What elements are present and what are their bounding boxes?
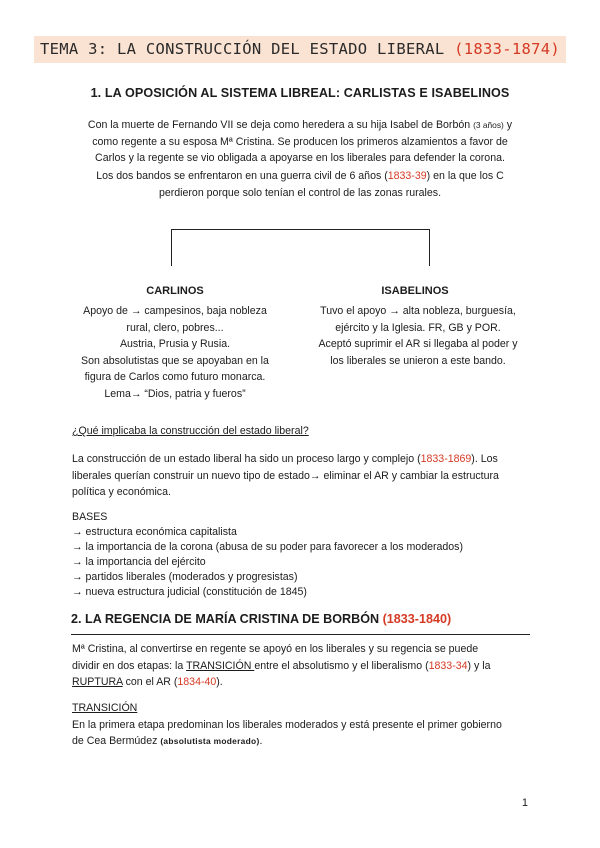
list-item: → estructura económica capitalista <box>72 526 237 538</box>
section-divider <box>71 634 530 635</box>
section2-heading <box>71 612 451 626</box>
text: de Cea Bermúdez <box>72 735 161 747</box>
transicion-heading: TRANSICIÓN <box>72 702 138 714</box>
text: política y económica. <box>72 486 171 498</box>
years: (1833-1840) <box>382 612 452 626</box>
text: liberales querían construir un nuevo tipo de estado→ eliminar el AR y cambiar la estructura <box>72 469 499 482</box>
carlinos-list <box>60 303 290 402</box>
section2-paragraph-1 <box>72 641 528 691</box>
text: En la primera etapa predominan los liberales moderados y está presente el primer gobierno <box>72 718 502 731</box>
years: 1833-39 <box>387 170 427 182</box>
ruptura-term: RUPTURA <box>72 676 123 688</box>
section1-heading: 1. LA OPOSICIÓN AL SISTEMA LIBREAL: CARLISTAS E ISABELINOS <box>90 86 510 100</box>
text: Los dos bandos se enfrentaron en una guerra civil de 6 años ( <box>96 170 388 182</box>
text: rural, clero, pobres... <box>126 321 224 334</box>
text: Lema→ “Dios, patria y fueros” <box>104 387 246 400</box>
section1-paragraph-2 <box>60 168 540 201</box>
text: . <box>259 735 263 747</box>
section2-transicion <box>72 700 502 750</box>
transicion-term: TRANSICIÓN <box>186 659 255 672</box>
bracket-diagram <box>171 229 430 266</box>
text: Son absolutistas que se apoyaban en la <box>81 354 269 367</box>
carlinos-heading: CARLINOS <box>146 285 204 297</box>
text: Aceptó suprimir el AR si llegaba al poder y <box>318 338 518 350</box>
years: 1833-1869 <box>420 453 472 465</box>
text: Austria, Prusia y Rusia. <box>119 338 231 350</box>
text: 2. LA REGENCIA DE MARÍA CRISTINA DE BORBÓN <box>71 612 383 626</box>
text: entre el absolutismo y el liberalismo ( <box>254 659 429 672</box>
years: 1834-40 <box>177 676 217 688</box>
bases-heading: BASES <box>72 511 108 523</box>
text: ) y la <box>467 659 491 672</box>
text: Mª Cristina, al convertirse en regente se apoyó en los liberales y su regencia se puede <box>72 643 479 655</box>
text: La construcción de un estado liberal ha sido un proceso largo y complejo ( <box>72 453 421 465</box>
text: Carlos y la regente se vio obligada a apoyarse en los liberales para defender la corona. <box>95 152 505 164</box>
text: como regente a su esposa Mª Cristina. Se producen los primeros alzamientos a favor de <box>92 135 508 148</box>
text: perdieron porque solo tenían el control de las zonas rurales. <box>158 186 442 199</box>
text: y <box>503 119 513 131</box>
title-highlight <box>34 36 566 63</box>
title-years: (1833-1874) <box>454 40 561 58</box>
text: ejército y la Iglesia. FR, GB y POR. <box>335 321 501 334</box>
bases-list <box>72 510 463 600</box>
text: ). Los <box>471 453 498 465</box>
list-item: → la importancia del ejército <box>72 556 206 568</box>
list-item: → partidos liberales (moderados y progresistas) <box>72 571 298 583</box>
text: figura de Carlos como futuro monarca. <box>84 371 266 383</box>
question-heading: ¿Qué implicaba la construcción del estado liberal? <box>72 425 309 437</box>
text-small: (absolutista moderado) <box>160 736 260 746</box>
title-text: TEMA 3: LA CONSTRUCCIÓN DEL ESTADO LIBERAL <box>39 40 455 58</box>
text-small: (3 años) <box>473 120 504 130</box>
text: Tuvo el apoyo → alta nobleza, burguesía, <box>320 305 516 317</box>
text: ) en la que los C <box>426 170 504 182</box>
list-item: → la importancia de la corona (abusa de su poder para favorecer a los moderados) <box>72 541 464 553</box>
text: Con la muerte de Fernando VII se deja como heredera a su hija Isabel de Borbón <box>87 119 474 131</box>
isabelinos-list <box>300 303 536 369</box>
text: los liberales se unieron a este bando. <box>330 354 506 367</box>
list-item: → nueva estructura judicial (constitución de 1845) <box>72 586 307 598</box>
page-number: 1 <box>521 797 528 809</box>
isabelinos-heading: ISABELINOS <box>381 285 449 297</box>
text: con el AR ( <box>122 676 178 688</box>
text: Apoyo de → campesinos, baja nobleza <box>83 305 267 317</box>
section1-paragraph-3 <box>72 451 528 501</box>
years: 1833-34 <box>428 659 468 672</box>
text: ). <box>216 676 223 688</box>
page-title <box>0 36 600 63</box>
text: dividir en dos etapas: la <box>72 659 187 672</box>
section1-paragraph-1 <box>60 117 540 167</box>
